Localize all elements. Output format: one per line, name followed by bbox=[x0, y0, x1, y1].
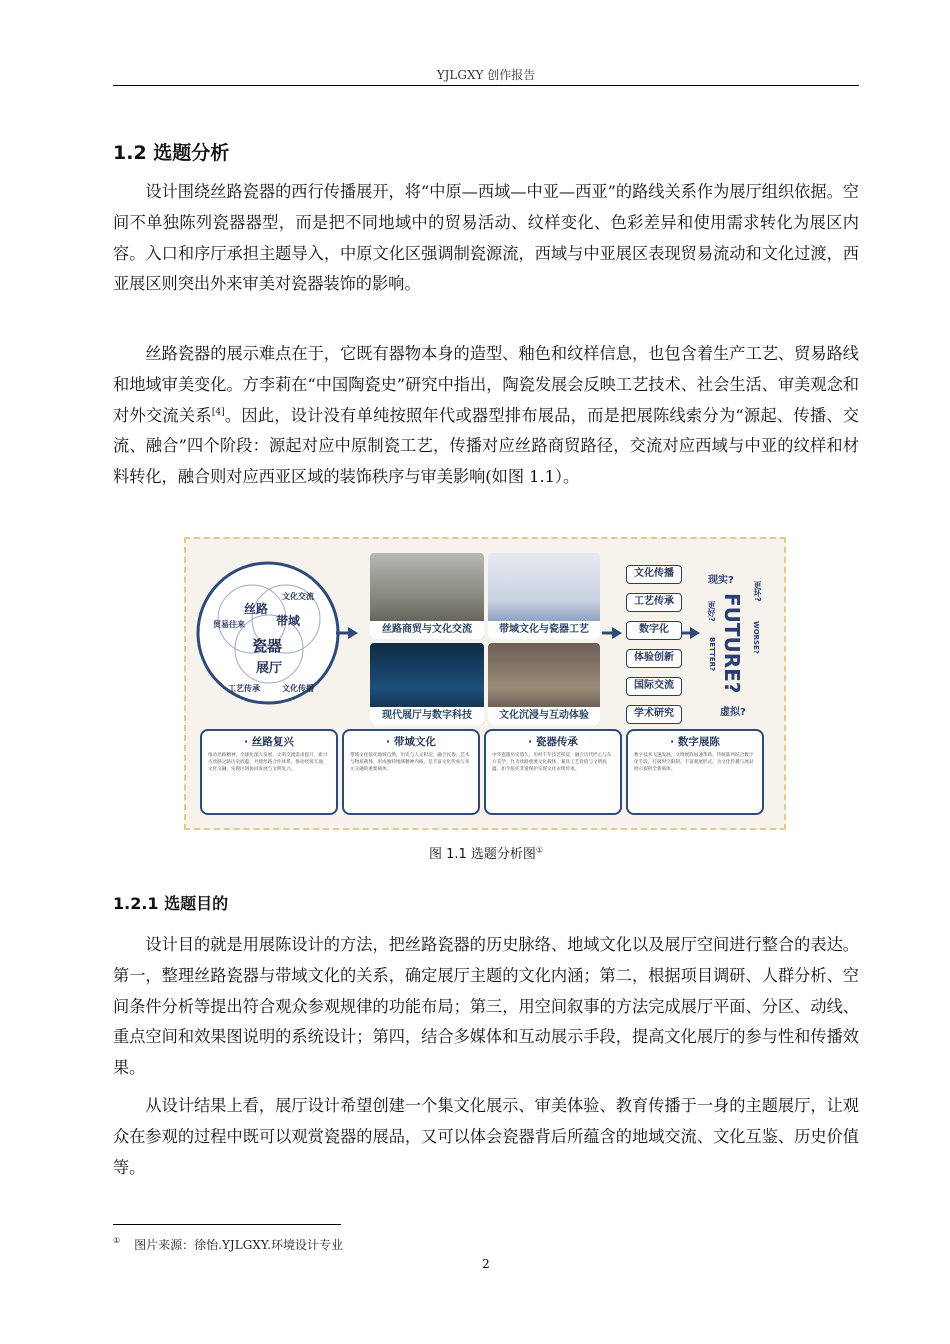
running-header: YJLGXY 创作报告 bbox=[436, 68, 536, 82]
future-worse-cn: 更坏? bbox=[753, 581, 762, 602]
future-word: FUTURE? bbox=[720, 593, 744, 694]
circle-label-craft: 工艺传承 bbox=[228, 684, 260, 693]
future-virtual: 虚拟? bbox=[720, 707, 746, 718]
paragraph-3: 设计目的就是用展陈设计的方法，把丝路瓷器的历史脉络、地域文化以及展厅空间进行整合的表达。第一，整理丝路瓷器与带域文化的关系，确定展厅主题的文化内涵；第二，根据项目调研、人群分析、空间条件分析等提出符合观众参观规律的功能布局；第三，用空间叙事的方法完成展厅平面、分区、动线、重点空间和效果图说明的系统设计；第四，结合多媒体和互动展示手段，提高文化展厅的参与性和传播效果。 bbox=[113, 935, 859, 1078]
circle-label-hall: 展厅 bbox=[256, 661, 283, 676]
future-better-cn: 更好? bbox=[707, 601, 716, 622]
card-title: · 带域文化 bbox=[386, 736, 436, 748]
paragraph-4: 从设计结果上看，展厅设计希望创建一个集文化展示、审美体验、教育传播于一身的主题展厅，让观众在参观的过程中既可以观赏瓷器的展品，又可以体会瓷器背后所蕴含的地域交流、文化互鉴、历史价值等。 bbox=[113, 1096, 859, 1177]
photo-modern-hall bbox=[370, 643, 484, 725]
circle-label-silkroad: 丝路 bbox=[244, 602, 269, 616]
subsection-heading: 1.2.1 选题目的 bbox=[113, 894, 229, 913]
footnote-rule bbox=[113, 1224, 341, 1225]
photo-label: 文化沉浸与互动体验 bbox=[488, 707, 600, 725]
photo-immersive bbox=[488, 643, 600, 725]
photo-label: 现代展厅与数字科技 bbox=[370, 707, 484, 725]
card-body: 数字技术飞速发展，文博展陈加速革新，传统陈列结合数字化手段，打破时空限制，丰富观展形式，为文化传播与展品展示提供全新载体。 bbox=[634, 753, 754, 772]
card-title: · 丝路复兴 bbox=[244, 736, 294, 748]
arrow-right-icon bbox=[348, 627, 358, 639]
card-digital-exhibit bbox=[626, 729, 764, 815]
card-body: 带域文化依托地域自然、历史与人文积淀，融合民俗、艺术与物质载体，形成独特地域精神内核，是丰富文化传承与多元交融的重要载体。 bbox=[350, 753, 470, 772]
analysis-figure bbox=[184, 537, 786, 830]
card-silkroad-revival bbox=[200, 729, 338, 815]
circle-label-spread: 文化传播 bbox=[282, 684, 314, 693]
card-porcelain-heritage bbox=[484, 729, 622, 815]
photo-porcelain bbox=[488, 553, 600, 639]
card-title: · 瓷器传承 bbox=[528, 736, 578, 748]
caption-footnote-mark[interactable]: ① bbox=[535, 845, 544, 855]
tag-digital: 数字化 bbox=[626, 621, 682, 640]
circle-label-exchange: 文化交流 bbox=[282, 592, 314, 601]
paragraph-2 bbox=[113, 339, 859, 493]
circle-label-belt: 带域 bbox=[276, 614, 301, 628]
card-body: 中华瓷器历史悠久，历经千年技艺积淀，融合历代匠心与东方美学，作为丝路重要文化载体，兼具工艺价值与文明底蕴。如今依托非遗保护实现文化永续传承。 bbox=[492, 753, 612, 772]
section-heading: 1.2 选题分析 bbox=[113, 142, 230, 164]
paragraph-1: 设计围绕丝路瓷器的西行传播展开，将“中原—西域—中亚—西亚”的路线关系作为展厅组织依据。空间不单独陈列瓷器器型，而是把不同地域中的贸易活动、纹样变化、色彩差异和使用需求转化为展区内容。入口和序厅承担主题导入，中原文化区强调制瓷源流，西域与中亚展区表现贸易流动和文化过渡，西亚展区则突出外来审美对瓷器装饰的影响。 bbox=[113, 182, 859, 294]
page-number: 2 bbox=[482, 1257, 490, 1271]
card-belt-culture bbox=[342, 729, 480, 815]
future-better-en: BETTER? bbox=[708, 637, 716, 672]
photo-label: 带域文化与瓷器工艺 bbox=[488, 621, 600, 639]
tag-international: 国际交流 bbox=[626, 677, 682, 696]
photo-label: 丝路商贸与文化交流 bbox=[370, 621, 484, 639]
figure-caption bbox=[113, 843, 859, 862]
tag-culture-spread: 文化传播 bbox=[626, 565, 682, 584]
tag-experience: 体验创新 bbox=[626, 649, 682, 668]
paragraph-2-part-b: 。因此，设计没有单纯按照年代或器型排布展品，而是把展陈线索分为“源起、传播、交流、融合”四个阶段：源起对应中原制瓷工艺，传播对应丝路商贸路径，交流对应西域与中亚的纹样和材料转化，融合则对应西亚区域的装饰秩序与审美影响(如图 1.1）。 bbox=[113, 405, 859, 487]
footnote-mark: ① bbox=[113, 1236, 121, 1245]
circle-label-trade: 贸易往来 bbox=[213, 620, 245, 629]
footnote bbox=[113, 1236, 343, 1253]
future-reality: 现实? bbox=[708, 575, 734, 586]
photo-silkroad-caravan bbox=[370, 553, 484, 639]
circle-label-porcelain: 瓷器 bbox=[252, 637, 283, 655]
tag-craft-heritage: 工艺传承 bbox=[626, 593, 682, 612]
card-title: · 数字展陈 bbox=[670, 736, 720, 748]
caption-text: 图 1.1 选题分析图 bbox=[428, 847, 536, 862]
citation-ref[interactable]: [4] bbox=[211, 407, 225, 418]
header-rule bbox=[113, 85, 859, 86]
footnote-text: 图片来源：徐怡.YJLGXY.环境设计专业 bbox=[134, 1238, 344, 1252]
future-worse-en: WORSE? bbox=[752, 621, 760, 654]
arrow-right-icon bbox=[612, 627, 622, 639]
card-body: 推动丝路精神，全球化深入发展，文明交流需求提升，新兴古丝路之路历史底蕴，共建丝路合作体系。推动经贸互通，文化交融，实现区域协同发展与文明复兴。 bbox=[208, 753, 328, 772]
tag-research: 学术研究 bbox=[626, 705, 682, 724]
arrow-right-icon bbox=[690, 627, 700, 639]
paragraph-2-part-a: 丝路瓷器的展示难点在于，它既有器物本身的造型、釉色和纹样信息，也包含着生产工艺、贸易路线和地域审美变化。方李莉在“中国陶瓷史”研究中指出，陶瓷发展会反映工艺技术、社会生活、审美观念和对外交流关系 bbox=[113, 344, 859, 425]
